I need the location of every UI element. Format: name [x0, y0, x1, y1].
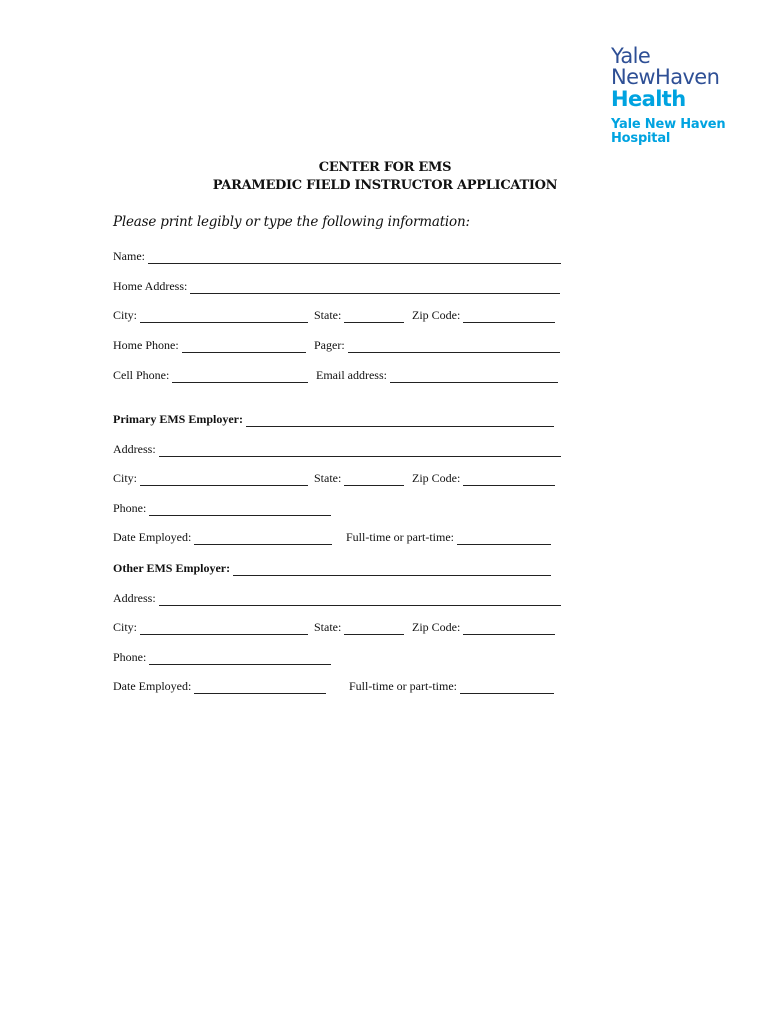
primary-city-row [113, 472, 568, 488]
other-fulltime-label: Full-time or part-time: [349, 679, 457, 693]
instructions-text: Please print legibly or type the following information: [113, 214, 470, 230]
primary-state-field[interactable] [344, 474, 404, 486]
home-address-row [113, 280, 568, 296]
logo-health-text: Health [611, 87, 686, 111]
other-date-row [113, 680, 568, 696]
other-city-row [113, 621, 568, 637]
primary-fulltime-label: Full-time or part-time: [346, 530, 454, 544]
primary-fulltime-field[interactable] [457, 533, 551, 545]
home-phone-row [113, 339, 568, 355]
yale-new-haven-logo [611, 46, 761, 146]
other-state-label: State: [314, 620, 342, 634]
primary-city-label: City: [113, 471, 138, 485]
primary-city-field[interactable] [140, 474, 308, 486]
name-label: Name: [113, 249, 145, 263]
other-city-field[interactable] [140, 623, 308, 635]
applicant-city-row [113, 309, 568, 325]
other-phone-row [113, 651, 568, 667]
primary-zip-label: Zip Code: [412, 471, 461, 485]
home-address-field[interactable] [190, 282, 560, 294]
other-date-field[interactable] [194, 682, 326, 694]
name-field[interactable] [148, 252, 561, 264]
pager-label: Pager: [314, 338, 345, 352]
other-address-field[interactable] [159, 594, 561, 606]
primary-date-label: Date Employed: [113, 530, 192, 544]
primary-state-label: State: [314, 471, 342, 485]
cell-phone-row [113, 369, 568, 385]
state-field[interactable] [344, 311, 404, 323]
logo-newhaven-text: NewHaven [611, 65, 720, 89]
other-phone-label: Phone: [113, 650, 147, 664]
primary-employer-field[interactable] [246, 415, 554, 427]
email-field[interactable] [390, 371, 558, 383]
email-label: Email address: [316, 368, 387, 382]
city-label: City: [113, 308, 138, 322]
primary-address-field[interactable] [159, 445, 561, 457]
other-employer-field[interactable] [233, 564, 551, 576]
primary-phone-field[interactable] [149, 504, 331, 516]
home-phone-field[interactable] [182, 341, 306, 353]
other-zip-label: Zip Code: [412, 620, 461, 634]
primary-zip-field[interactable] [463, 474, 555, 486]
pager-field[interactable] [348, 341, 560, 353]
cell-phone-field[interactable] [172, 371, 308, 383]
other-date-label: Date Employed: [113, 679, 192, 693]
logo-hospital-line2: Hospital [611, 131, 671, 146]
other-fulltime-field[interactable] [460, 682, 554, 694]
form-title: CENTER FOR EMS [318, 160, 452, 175]
other-phone-field[interactable] [149, 653, 331, 665]
city-field[interactable] [140, 311, 308, 323]
primary-address-row [113, 443, 568, 459]
name-row [113, 250, 568, 266]
logo-yale-text: Yale [611, 44, 651, 68]
primary-employer-row [113, 413, 568, 429]
home-address-label: Home Address: [113, 279, 188, 293]
other-address-label: Address: [113, 591, 156, 605]
other-address-row [113, 592, 568, 608]
logo-hospital-line1: Yale New Haven [611, 117, 726, 132]
primary-phone-row [113, 502, 568, 518]
primary-employer-label: Primary EMS Employer: [113, 412, 243, 426]
other-employer-label: Other EMS Employer: [113, 561, 231, 575]
home-phone-label: Home Phone: [113, 338, 179, 352]
cell-phone-label: Cell Phone: [113, 368, 170, 382]
form-subtitle: PARAMEDIC FIELD INSTRUCTOR APPLICATION [212, 178, 558, 193]
zip-field[interactable] [463, 311, 555, 323]
primary-phone-label: Phone: [113, 501, 147, 515]
primary-date-row [113, 531, 568, 547]
state-label: State: [314, 308, 342, 322]
other-city-label: City: [113, 620, 138, 634]
other-employer-row [113, 562, 568, 578]
zip-label: Zip Code: [412, 308, 461, 322]
other-state-field[interactable] [344, 623, 404, 635]
primary-address-label: Address: [113, 442, 156, 456]
other-zip-field[interactable] [463, 623, 555, 635]
primary-date-field[interactable] [194, 533, 332, 545]
